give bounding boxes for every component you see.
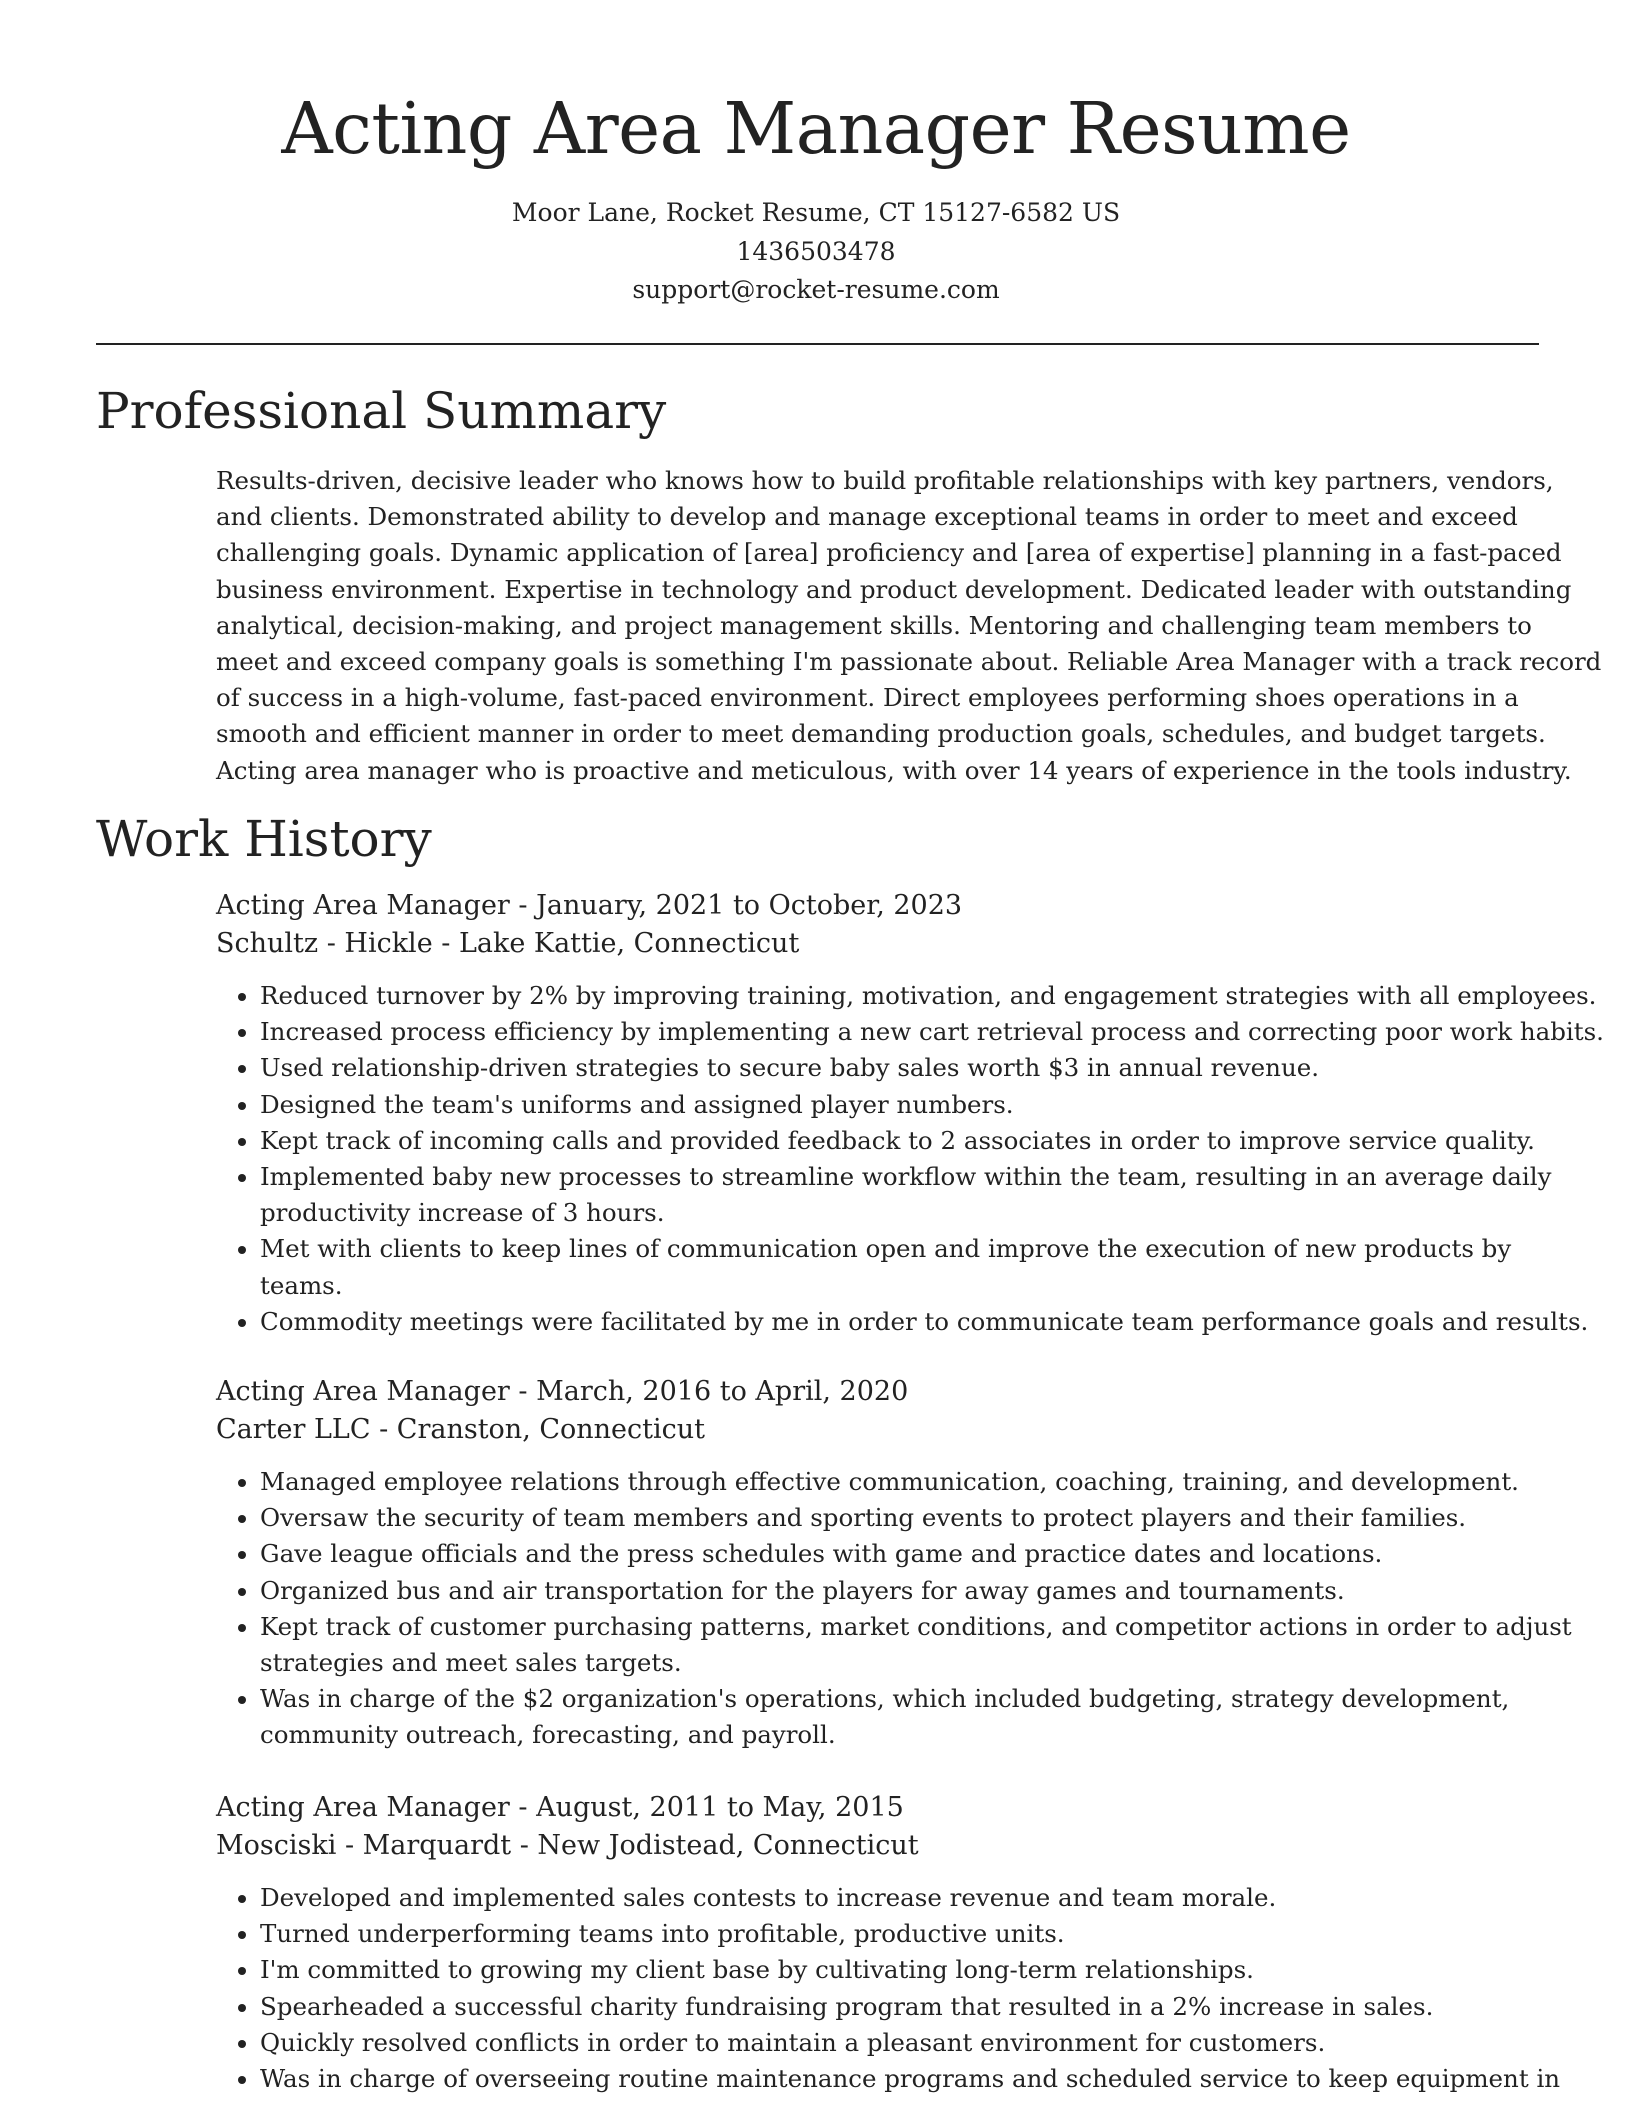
summary-line: analytical, decision-making, and project management skills. Mentoring and challenging team members to — [216, 610, 1532, 640]
summary-heading: Professional Summary — [96, 382, 667, 440]
job-company: Mosciski - Marquardt - New Jodistead, Connecticut — [216, 1830, 919, 1861]
job-entry — [216, 887, 1604, 1340]
list-item: • Kept track of customer purchasing patterns, market conditions, and competitor actions in order to adjust strategies and meet sales targets. — [260, 1609, 1546, 1681]
contact-email: support@rocket-resume.com — [632, 275, 1000, 304]
contact-block — [0, 194, 1632, 310]
summary-line: of success in a high-volume, fast-paced environment. Direct employees performing shoes operations in a — [216, 683, 1519, 713]
summary-line: business environment. Expertise in technology and product development. Dedicated leader with outstanding — [216, 574, 1572, 604]
list-item: • Spearheaded a successful charity fundraising program that resulted in a 2% increase in sales. — [260, 1989, 1546, 2025]
list-item: • Reduced turnover by 2% by improving training, motivation, and engagement strategies with all employees. — [260, 978, 1546, 1014]
list-item: • Used relationship-driven strategies to secure baby sales worth $3 in annual revenue. — [260, 1050, 1546, 1086]
contact-address: Moor Lane, Rocket Resume, CT 15127-6582 US — [511, 198, 1121, 227]
job-entry — [216, 1373, 1572, 1754]
list-item: • Developed and implemented sales contests to increase revenue and team morale. — [260, 1880, 1546, 1916]
list-item: • Turned underperforming teams into profitable, productive units. — [260, 1916, 1546, 1952]
list-item: • Managed employee relations through effective communication, coaching, training, and development. — [260, 1464, 1546, 1500]
list-item: • Increased process efficiency by implementing a new cart retrieval process and correcting poor work habits. — [260, 1014, 1546, 1050]
list-item: • Designed the team's uniforms and assigned player numbers. — [260, 1087, 1546, 1123]
list-item: • Was in charge of the $2 organization's operations, which included budgeting, strategy development, community outreach, forecasting, and payroll. — [260, 1681, 1546, 1753]
job-title: Acting Area Manager - March, 2016 to April, 2020 — [216, 1376, 909, 1407]
list-item: • Gave league officials and the press schedules with game and practice dates and locations. — [260, 1536, 1546, 1572]
list-item: • Oversaw the security of team members and sporting events to protect players and their families. — [260, 1500, 1546, 1536]
list-item: • Was in charge of overseeing routine maintenance programs and scheduled service to keep equipment in — [260, 2061, 1546, 2097]
job-duties-list — [216, 978, 1604, 1340]
job-duties-list — [216, 1464, 1572, 1754]
contact-phone: 1436503478 — [736, 236, 896, 266]
summary-line: and clients. Demonstrated ability to develop and manage exceptional teams in order to meet and exceed — [216, 502, 1518, 532]
list-item: • I'm committed to growing my client base by cultivating long-term relationships. — [260, 1952, 1546, 1988]
page-title: Acting Area Manager Resume — [281, 87, 1351, 170]
list-item: • Met with clients to keep lines of communication open and improve the execution of new products by teams. — [260, 1231, 1546, 1303]
summary-line: smooth and efficient manner in order to meet demanding production goals, schedules, and budget targets. — [216, 719, 1546, 749]
header-divider — [96, 343, 1539, 345]
job-title: Acting Area Manager - January, 2021 to October, 2023 — [216, 890, 963, 921]
job-entry — [216, 1789, 1561, 2097]
work-history-heading: Work History — [96, 810, 432, 868]
summary-line: Results-driven, decisive leader who knows how to build profitable relationships with key partners, vendors, — [216, 466, 1554, 495]
job-duties-list — [216, 1880, 1561, 2097]
list-item: • Commodity meetings were facilitated by me in order to communicate team performance goals and results. — [260, 1304, 1546, 1340]
summary-text — [216, 463, 1602, 789]
list-item: • Kept track of incoming calls and provided feedback to 2 associates in order to improve service quality. — [260, 1123, 1546, 1159]
summary-line: meet and exceed company goals is something I'm passionate about. Reliable Area Manager with a track record — [216, 647, 1602, 677]
resume-header — [0, 0, 1632, 310]
list-item: • Implemented baby new processes to streamline workflow within the team, resulting in an average daily productivity increase of 3 hours. — [260, 1159, 1546, 1231]
list-item: • Quickly resolved conflicts in order to maintain a pleasant environment for customers. — [260, 2025, 1546, 2061]
job-company: Carter LLC - Cranston, Connecticut — [216, 1414, 705, 1445]
summary-line: Acting area manager who is proactive and meticulous, with over 14 years of experience in the tools industry. — [216, 755, 1572, 785]
job-title: Acting Area Manager - August, 2011 to May, 2015 — [216, 1792, 904, 1823]
summary-line: challenging goals. Dynamic application of [area] proficiency and [area of expertise] planning in a fast-paced — [216, 538, 1562, 568]
list-item: • Organized bus and air transportation for the players for away games and tournaments. — [260, 1573, 1546, 1609]
job-company: Schultz - Hickle - Lake Kattie, Connecticut — [216, 928, 800, 959]
